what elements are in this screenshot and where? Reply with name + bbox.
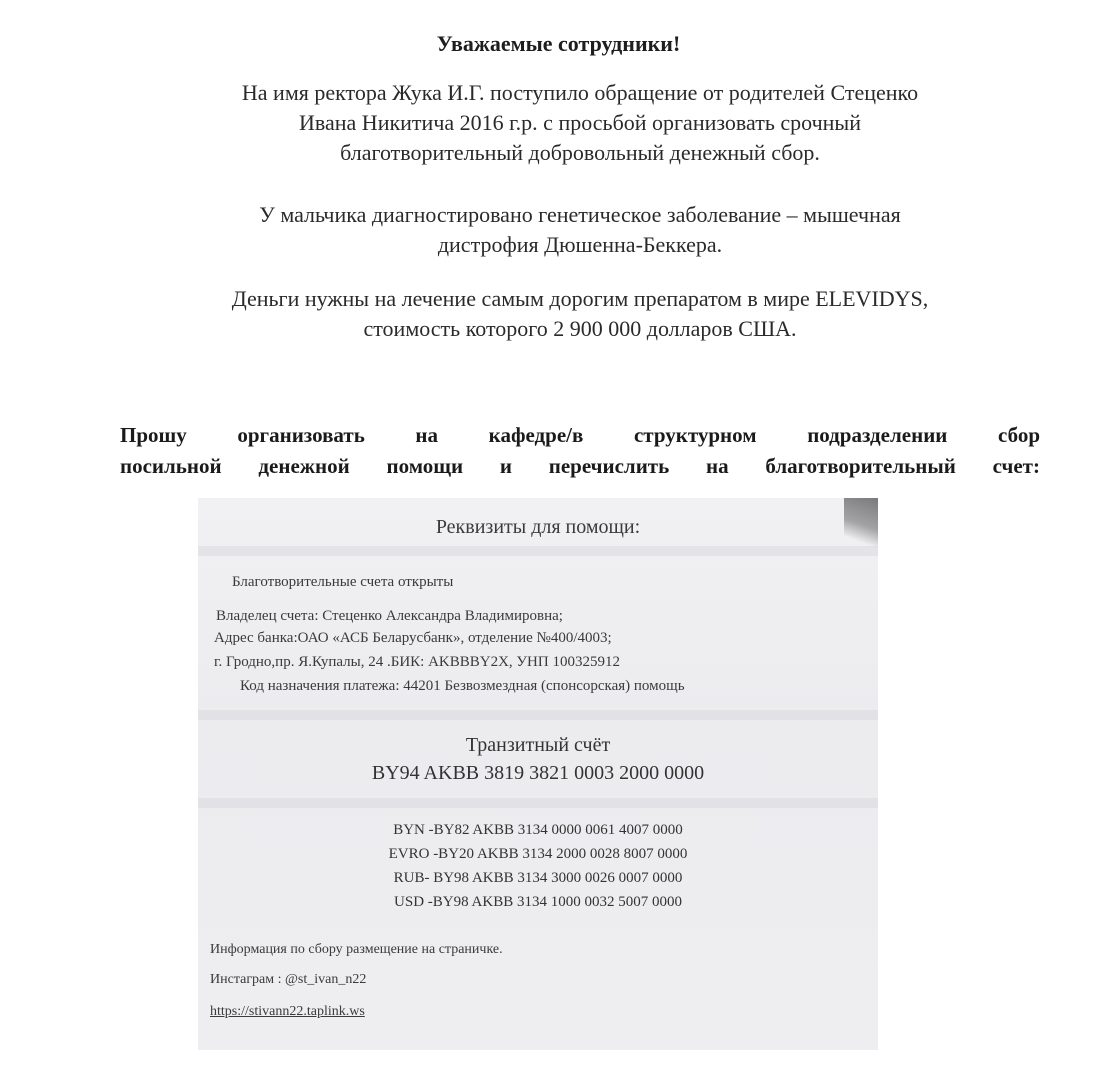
account-rub: RUB- BY98 AKBB 3134 3000 0026 0007 0000	[393, 870, 683, 886]
text-line: На имя ректора Жука И.Г. поступило обращение от родителей Стеценко	[241, 80, 919, 105]
text-line: посильной денежной помощи и перечислить на благотворительный счет:	[120, 454, 1040, 478]
text-line: дистрофия Дюшенна-Беккера.	[437, 232, 723, 257]
page-title: Уважаемые сотрудники!	[436, 31, 681, 56]
text-line: Деньги нужны на лечение самым дорогим препаратом в мире ELEVIDYS,	[231, 286, 929, 311]
diagnosis-paragraph	[100, 200, 1060, 260]
scan-artifact	[198, 798, 878, 808]
scan-artifact	[198, 710, 878, 720]
currency-accounts	[198, 818, 878, 914]
account-byn: BYN -BY82 AKBB 3134 0000 0061 4007 0000	[393, 822, 683, 838]
account-evro: EVRO -BY20 AKBB 3134 2000 0028 8007 0000	[388, 846, 688, 862]
bank-address-line: Адрес банка:ОАО «АСБ Беларусбанк», отделение №400/4003;	[214, 630, 612, 646]
scan-artifact	[198, 546, 878, 556]
bank-city-line: г. Гродно,пр. Я.Купалы, 24 .БИК: AKBBBY2X, УНП 100325912	[214, 654, 620, 670]
text-line: благотворительный добровольный денежный сбор.	[340, 140, 820, 165]
info-text: Информация по сбору размещение на страничке.	[210, 942, 503, 957]
text-line: Ивана Никитича 2016 г.р. с просьбой организовать срочный	[299, 110, 861, 135]
payment-code-line: Код назначения платежа: 44201 Безвозмездная (спонсорская) помощь	[240, 678, 685, 694]
text-line: У мальчика диагностировано генетическое заболевание – мышечная	[259, 202, 901, 227]
request-paragraph	[120, 420, 1040, 482]
accounts-opened-line: Благотворительные счета открыты	[232, 574, 454, 590]
transit-label: Транзитный счёт	[465, 734, 611, 756]
account-usd: USD -BY98 AKBB 3134 1000 0032 5007 0000	[394, 894, 682, 910]
cost-paragraph	[100, 284, 1060, 344]
transit-account: BY94 AKBB 3819 3821 0003 2000 0000	[371, 762, 705, 784]
text-line: Прошу организовать на кафедре/в структурном подразделении сбор	[120, 423, 1040, 447]
appeal-paragraph	[100, 78, 1060, 168]
card-heading: Реквизиты для помощи:	[435, 516, 641, 538]
bank-details-card	[198, 498, 878, 1050]
instagram-handle: Инстаграм : @st_ivan_n22	[210, 972, 367, 987]
account-owner-line: Владелец счета: Стеценко Александра Владимировна;	[216, 608, 563, 624]
taplink-link[interactable]: https://stivann22.taplink.ws	[210, 1004, 365, 1019]
text-line: стоимость которого 2 900 000 долларов США.	[363, 316, 797, 341]
